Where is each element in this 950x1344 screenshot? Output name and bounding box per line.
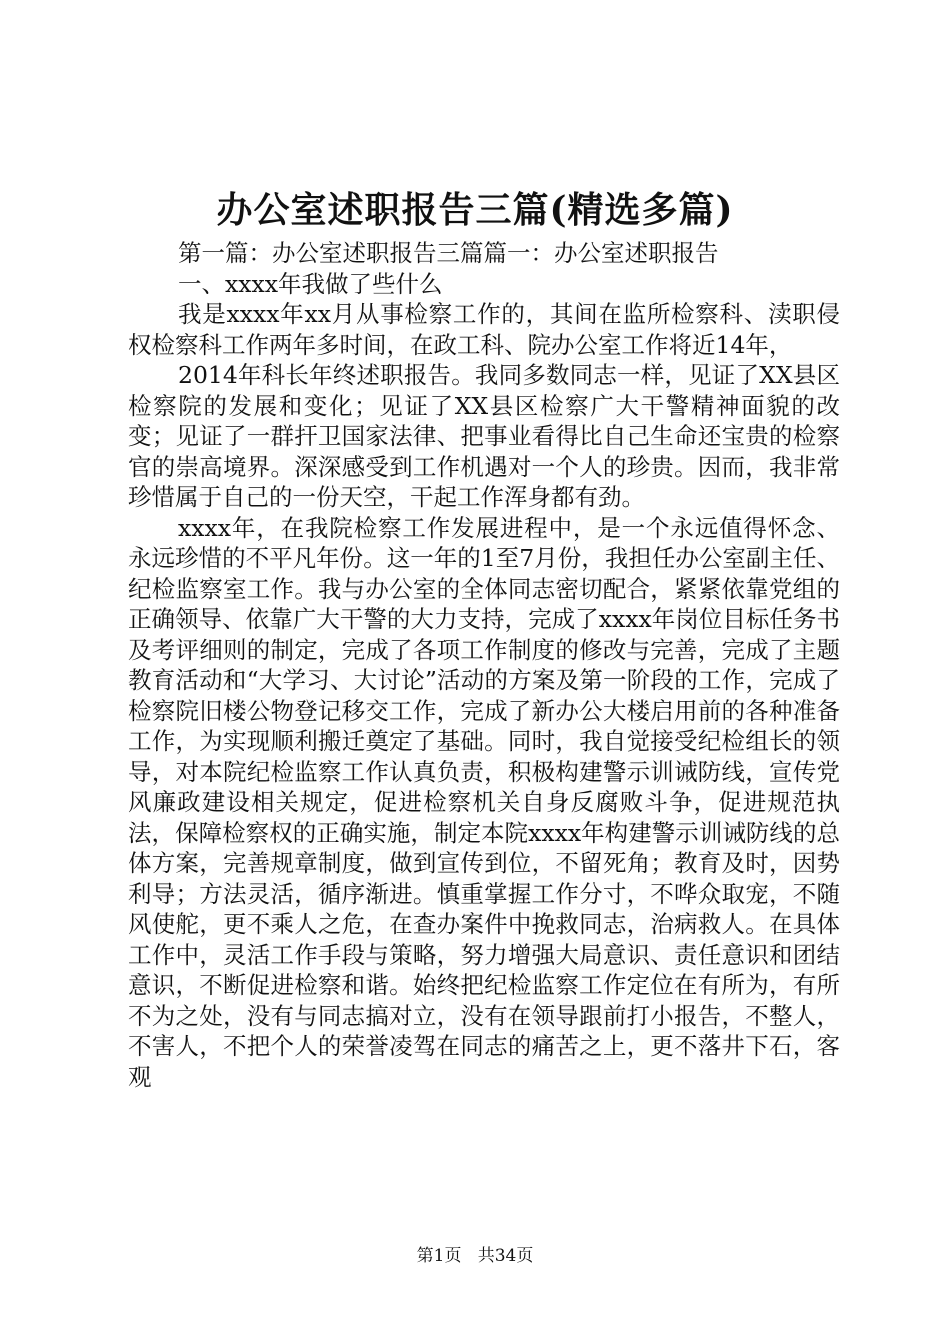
document-title: 办公室述职报告三篇(精选多篇) — [216, 189, 734, 231]
paragraph: xxxx年，在我院检察工作发展进程中，是一个永远值得怀念、永远珍惜的不平凡年份。这一年的1至7月份，我担任办公室副主任、纪检监察室工作。我与办公室的全体同志密切配合，紧紧依靠党组的正确领导、依靠广大干警的大力支持，完成了xxxx年岗位目标任务书及考评细则的制定，完成了各项工作制度的修改与完善，完成了主题教育活动和“大学习、大讨论”活动的方案及第一阶段的工作，完成了检察院旧楼公物登记移交工作，完成了新办公大楼启用前的各种准备工作，为实现顺利搬迁奠定了基础。同时，我自觉接受纪检组长的领导，对本院纪检监察工作认真负责，积极构建警示训诫防线，宣传党风廉政建设相关规定，促进检察机关自身反腐败斗争，促进规范执法，保障检察权的正确实施，制定本院xxxx年构建警示训诫防线的总体方案，完善规章制度，做到宣传到位，不留死角；教育及时，因势利导；方法灵活，循序渐进。慎重掌握工作分寸，不哗众取宠，不随风使舵，更不乘人之危，在查办案件中挽救同志，治病救人。在具体工作中，灵活工作手段与策略，努力增强大局意识、责任意识和团结意识，不断促进检察和谐。始终把纪检监察工作定位在有所为，有所不为之处，没有与同志搞对立，没有在领导跟前打小报告，不整人，不害人，不把个人的荣誉凌驾在同志的痛苦之上，更不落井下石，客观 — [128, 513, 840, 1091]
paragraph: 我是xxxx年xx月从事检察工作的，其间在监所检察科、渎职侵权检察科工作两年多时间，在政工科、院办公室工作将近14年， — [128, 300, 840, 359]
page-total: 共34页 — [477, 1246, 534, 1266]
document-body — [128, 238, 840, 1092]
page-footer — [0, 1245, 950, 1267]
page-number: 第1页 — [416, 1246, 462, 1266]
paragraph: 2014年科长年终述职报告。我同多数同志一样，见证了XX县区检察院的发展和变化；见证了XX县区检察广大干警精神面貌的改变；见证了一群扞卫国家法律、把事业看得比自己生命还宝贵的检察官的崇高境界。深深感受到工作机遇对一个人的珍贵。因而，我非常珍惜属于自己的一份天空，干起工作浑身都有劲。 — [128, 361, 840, 511]
page-spacer — [467, 1246, 472, 1266]
sub-heading: 一、xxxx年我做了些什么 — [178, 269, 443, 298]
section-heading: 第一篇：办公室述职报告三篇篇一：办公室述职报告 — [178, 239, 719, 267]
